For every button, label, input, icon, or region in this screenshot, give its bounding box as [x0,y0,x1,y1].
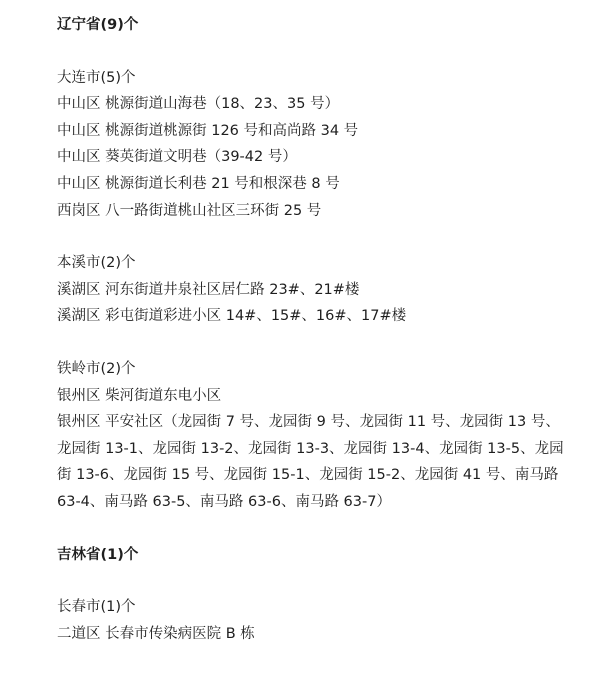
spacer [57,516,572,542]
city-heading-changchun: 长春市(1)个 [57,599,136,616]
province-heading-jilin: 吉林省(1)个 [57,546,139,563]
spacer [57,330,572,356]
spacer [57,39,572,65]
province-heading-liaoning: 辽宁省(9)个 [57,17,139,33]
list-item: 银州区 柴河街道东电小区 [57,387,222,404]
list-item: 溪湖区 河东街道井泉社区居仁路 23#、21#楼 [57,281,360,298]
city-heading-dalian: 大连市(5)个 [57,69,136,86]
list-item: 中山区 桃源街道桃源街 126 号和高尚路 34 号 [57,122,359,139]
list-item: 二道区 长春市传染病医院 B 栋 [57,625,255,642]
spacer [57,568,572,594]
list-item: 溪湖区 彩屯街道彩进小区 14#、15#、16#、17#楼 [57,308,407,325]
list-item: 中山区 桃源街道长利巷 21 号和根深巷 8 号 [57,175,340,192]
list-item: 西岗区 八一路街道桃山社区三环街 25 号 [57,202,322,219]
city-heading-tieling: 铁岭市(2)个 [57,360,136,377]
city-heading-benxi: 本溪市(2)个 [57,255,136,272]
list-item: 中山区 葵英街道文明巷（39-42 号） [57,149,297,166]
list-item: 中山区 桃源街道山海巷（18、23、35 号） [57,96,340,113]
document-body [57,12,572,647]
list-item: 银州区 平安社区（龙园街 7 号、龙园街 9 号、龙园街 11 号、龙园街 13 号、龙园街 13-1、龙园街 13-2、龙园街 13-3、龙园街 13-4、龙园街 13-5、龙园街 13-6、龙园街 15 号、龙园街 15-1、龙园街 15-2、龙园街 41 号、南马路 63-4、南马路 63-5、南马路 63-6、南马路 63-7） [57,414,564,510]
spacer [57,224,572,250]
